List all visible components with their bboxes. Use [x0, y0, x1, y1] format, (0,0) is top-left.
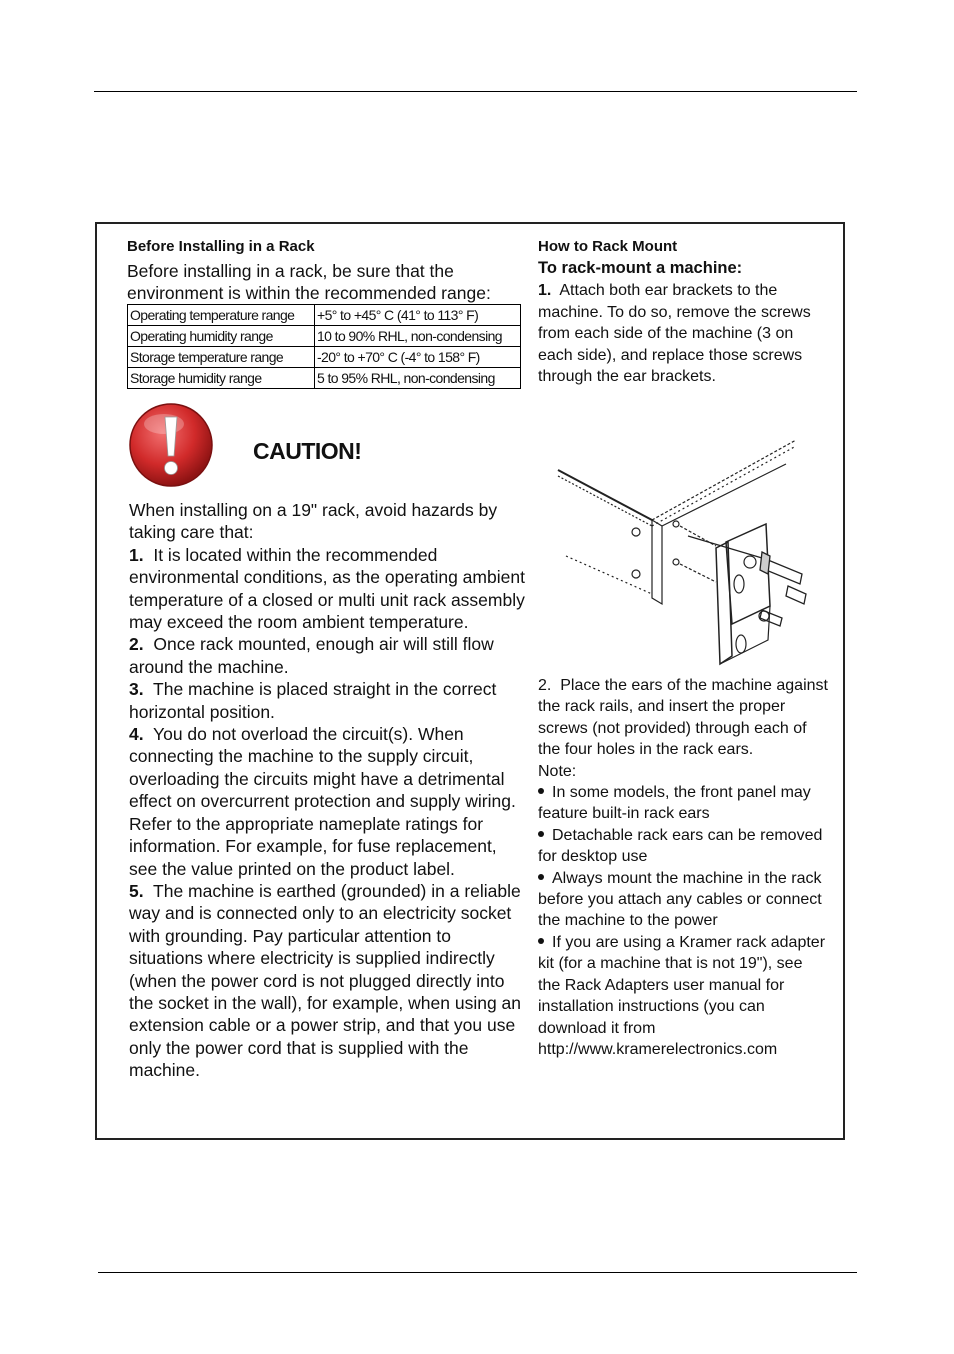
list-item: 2. Once rack mounted, enough air will still flow around the machine. — [129, 634, 494, 677]
note-text: Always mount the machine in the rack before you attach any cables or connect the machine to the power — [538, 869, 822, 930]
list-item: 4. You do not overload the circuit(s). When connecting the machine to the supply circuit, overloading the circuits might have a detrimental effect on overcurrent protection and supply wiring. Refer to the appropriate nameplate ratings for information. For example, for fuse replacement, see the value printed on the product label. — [129, 724, 516, 879]
list-item — [538, 782, 828, 825]
rack-mount-heading: How to Rack Mount — [538, 238, 678, 255]
list-item — [538, 932, 828, 1039]
table-cell: Operating temperature range — [128, 305, 315, 326]
bullet-icon — [538, 938, 544, 944]
table-cell: +5° to +45° C (41° to 113° F) — [315, 305, 521, 326]
rack-mount-step-2 — [538, 675, 828, 1060]
item-text: Once rack mounted, enough air will still flow around the machine. — [129, 634, 494, 677]
step-number: 1 — [538, 282, 547, 300]
table-row — [128, 368, 521, 389]
safety-box — [95, 222, 845, 1140]
caution-exclamation-icon — [128, 402, 214, 488]
item-number: 3 — [129, 679, 139, 700]
table-row — [128, 326, 521, 347]
environment-intro: Before installing in a rack, be sure that the environment is within the recommended range: — [127, 261, 491, 303]
kramer-url-link[interactable]: http://www.kramerelectronics.com — [538, 1040, 778, 1058]
table-row — [128, 305, 521, 326]
bullet-icon — [538, 788, 544, 794]
table-cell: 5 to 95% RHL, non-condensing — [315, 368, 521, 389]
note-text: Detachable rack ears can be removed for desktop use — [538, 826, 823, 866]
bullet-icon — [538, 831, 544, 837]
list-item — [538, 868, 828, 932]
item-number: 1 — [129, 544, 139, 565]
table-cell: Operating humidity range — [128, 326, 315, 347]
step-number: 2 — [538, 677, 547, 694]
list-item: 1. It is located within the recommended environmental conditions, as the operating ambient temperature of a closed or multi unit rack assembly may exceed the room ambient temperature. — [129, 544, 525, 633]
caution-intro: When installing on a 19" rack, avoid hazards by taking care that: — [129, 500, 498, 543]
table-cell: 10 to 90% RHL, non-condensing — [315, 326, 521, 347]
item-number: 4 — [129, 724, 139, 745]
item-number: 5 — [129, 880, 139, 901]
table-row — [128, 347, 521, 368]
list-item — [538, 825, 828, 868]
note-text: In some models, the front panel may feature built-in rack ears — [538, 784, 811, 823]
table-cell: Storage temperature range — [128, 347, 315, 368]
step-text: Place the ears of the machine against the rack rails, and insert the proper screws (not provided) through each of the four holes in the rack ears. — [538, 677, 828, 759]
rack-ear-bracket-illustration — [556, 434, 820, 666]
caution-body — [129, 499, 525, 1082]
list-item: 3. The machine is placed straight in the correct horizontal position. — [129, 679, 497, 722]
rack-mount-steps — [538, 258, 828, 387]
item-number: 2 — [129, 634, 139, 655]
environment-table — [127, 304, 521, 389]
note-text: If you are using a Kramer rack adapter kit (for a machine that is not 19"), see the Rack Adapters user manual for installation instructions (you can download it from — [538, 933, 826, 1037]
item-text: You do not overload the circuit(s). When connecting the machine to the supply circuit, overloading the circuits might have a detrimental effect on overcurrent protection and supply wiring. Refer to the appropriate nameplate ratings for information. For example, for fuse replacement, see the value printed on the product label. — [129, 724, 516, 879]
step-text: Attach both ear brackets to the machine. To do so, remove the screws from each side of the machine (3 on each side), and replace those screws through the ear brackets. — [538, 282, 811, 386]
header-rule — [94, 91, 857, 92]
footer-rule — [98, 1272, 857, 1273]
table-cell: -20° to +70° C (-4° to 158° F) — [315, 347, 521, 368]
rack-mount-subheading: To rack-mount a machine: — [538, 259, 743, 277]
item-text: The machine is earthed (grounded) in a reliable way and is connected only to an electricity socket with grounding. Pay particular attention to situations where electricity is supplied indirectly (when the power cord is not plugged directly into the socket in the wall), for example, when using an extension cable or a power strip, and that you use only the power cord that is supplied with the machine. — [129, 880, 522, 1081]
note-label: Note: — [538, 762, 577, 780]
bullet-icon — [538, 874, 544, 880]
item-text: It is located within the recommended environmental conditions, as the operating ambient temperature of a closed or multi unit rack assembly may exceed the room ambient temperature. — [129, 544, 525, 633]
table-cell: Storage humidity range — [128, 368, 315, 389]
step-2: 2. Place the ears of the machine against the rack rails, and insert the proper screws (not provided) through each of the four holes in the rack ears. — [538, 677, 828, 759]
step-1: 1. Attach both ear brackets to the machine. To do so, remove the screws from each side of the machine (3 on each side), and replace those screws through the ear brackets. — [538, 282, 811, 386]
item-text: The machine is placed straight in the correct horizontal position. — [129, 679, 497, 722]
list-item: 5. The machine is earthed (grounded) in a reliable way and is connected only to an electricity socket with grounding. Pay particular attention to situations where electricity is supplied indirectly (when the power cord is not plugged directly into the socket in the wall), for example, when using an extension cable or a power strip, and that you use only the power cord that is supplied with the machine. — [129, 880, 522, 1081]
before-installing-heading: Before Installing in a Rack — [127, 238, 315, 255]
caution-title: CAUTION! — [253, 438, 362, 464]
